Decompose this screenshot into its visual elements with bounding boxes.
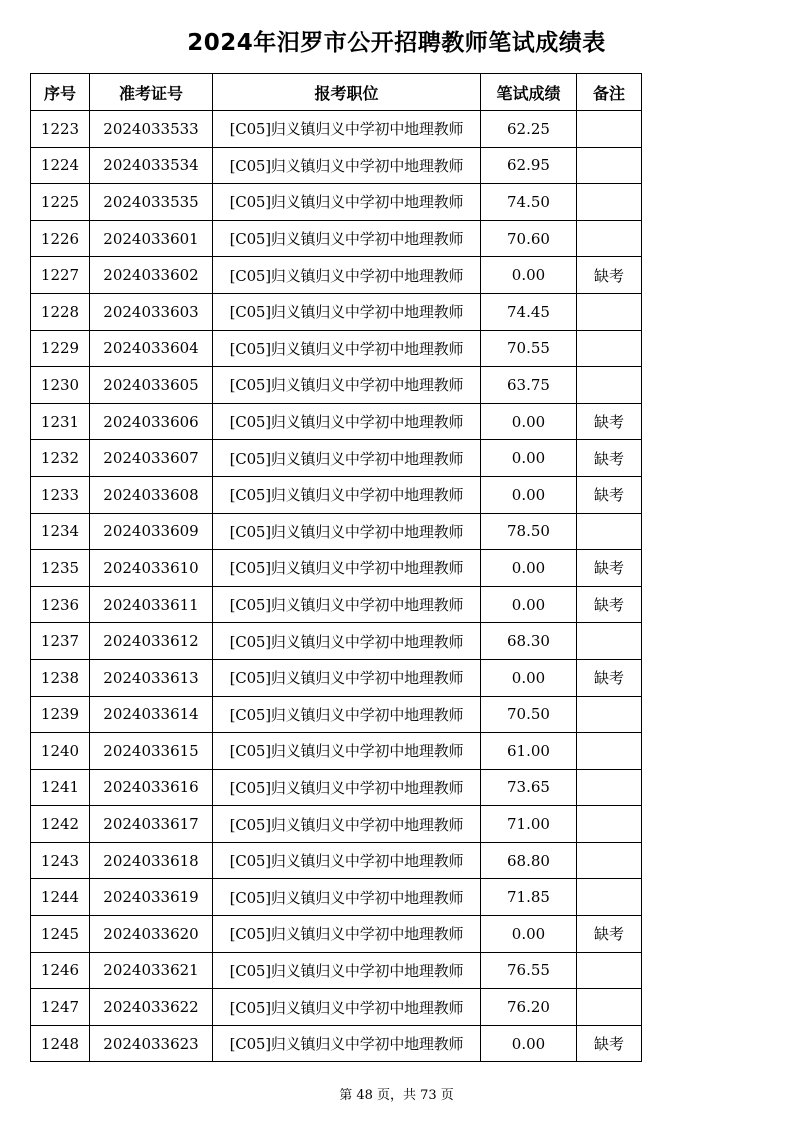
- cell-position: [C05]归义镇归义中学初中地理教师: [213, 476, 481, 513]
- cell-seq: 1231: [31, 403, 90, 440]
- table-header-row: [31, 74, 642, 111]
- cell-position: [C05]归义镇归义中学初中地理教师: [213, 769, 481, 806]
- cell-seq: 1246: [31, 952, 90, 989]
- cell-note: [577, 330, 642, 367]
- table-row: [31, 184, 642, 221]
- cell-note: [577, 769, 642, 806]
- cell-seq: 1245: [31, 916, 90, 953]
- table-row: [31, 330, 642, 367]
- cell-seq: 1248: [31, 1025, 90, 1062]
- cell-note: 缺考: [577, 550, 642, 587]
- cell-note: [577, 733, 642, 770]
- cell-position: [C05]归义镇归义中学初中地理教师: [213, 806, 481, 843]
- cell-exam-no: 2024033607: [90, 440, 213, 477]
- table-row: [31, 806, 642, 843]
- cell-seq: 1247: [31, 989, 90, 1026]
- cell-exam-no: 2024033535: [90, 184, 213, 221]
- cell-exam-no: 2024033605: [90, 367, 213, 404]
- cell-exam-no: 2024033533: [90, 111, 213, 148]
- table-row: [31, 623, 642, 660]
- cell-score: 0.00: [481, 476, 577, 513]
- cell-seq: 1240: [31, 733, 90, 770]
- cell-note: 缺考: [577, 1025, 642, 1062]
- cell-position: [C05]归义镇归义中学初中地理教师: [213, 184, 481, 221]
- table-row: [31, 733, 642, 770]
- cell-position: [C05]归义镇归义中学初中地理教师: [213, 1025, 481, 1062]
- cell-exam-no: 2024033615: [90, 733, 213, 770]
- table-row: [31, 220, 642, 257]
- cell-position: [C05]归义镇归义中学初中地理教师: [213, 952, 481, 989]
- cell-note: [577, 989, 642, 1026]
- table-row: [31, 586, 642, 623]
- cell-score: 62.25: [481, 111, 577, 148]
- cell-score: 71.00: [481, 806, 577, 843]
- cell-seq: 1234: [31, 513, 90, 550]
- cell-position: [C05]归义镇归义中学初中地理教师: [213, 733, 481, 770]
- cell-position: [C05]归义镇归义中学初中地理教师: [213, 330, 481, 367]
- cell-position: [C05]归义镇归义中学初中地理教师: [213, 550, 481, 587]
- cell-seq: 1235: [31, 550, 90, 587]
- cell-position: [C05]归义镇归义中学初中地理教师: [213, 586, 481, 623]
- cell-score: 74.45: [481, 293, 577, 330]
- cell-seq: 1230: [31, 367, 90, 404]
- table-row: [31, 476, 642, 513]
- cell-score: 73.65: [481, 769, 577, 806]
- cell-exam-no: 2024033618: [90, 842, 213, 879]
- cell-position: [C05]归义镇归义中学初中地理教师: [213, 659, 481, 696]
- cell-score: 70.50: [481, 696, 577, 733]
- cell-seq: 1225: [31, 184, 90, 221]
- header-position: 报考职位: [213, 74, 481, 111]
- cell-score: 0.00: [481, 916, 577, 953]
- cell-note: [577, 623, 642, 660]
- cell-score: 0.00: [481, 1025, 577, 1062]
- cell-seq: 1228: [31, 293, 90, 330]
- cell-exam-no: 2024033606: [90, 403, 213, 440]
- cell-position: [C05]归义镇归义中学初中地理教师: [213, 916, 481, 953]
- cell-note: [577, 184, 642, 221]
- cell-score: 68.80: [481, 842, 577, 879]
- cell-note: [577, 111, 642, 148]
- cell-position: [C05]归义镇归义中学初中地理教师: [213, 440, 481, 477]
- cell-score: 0.00: [481, 586, 577, 623]
- cell-seq: 1223: [31, 111, 90, 148]
- cell-score: 0.00: [481, 440, 577, 477]
- cell-score: 0.00: [481, 659, 577, 696]
- cell-note: 缺考: [577, 257, 642, 294]
- header-exam-no: 准考证号: [90, 74, 213, 111]
- cell-note: 缺考: [577, 586, 642, 623]
- table-row: [31, 513, 642, 550]
- cell-seq: 1241: [31, 769, 90, 806]
- cell-seq: 1238: [31, 659, 90, 696]
- cell-seq: 1237: [31, 623, 90, 660]
- cell-position: [C05]归义镇归义中学初中地理教师: [213, 513, 481, 550]
- cell-score: 78.50: [481, 513, 577, 550]
- cell-note: [577, 696, 642, 733]
- cell-note: [577, 879, 642, 916]
- table-row: [31, 257, 642, 294]
- cell-exam-no: 2024033620: [90, 916, 213, 953]
- cell-note: [577, 367, 642, 404]
- table-row: [31, 989, 642, 1026]
- header-score: 笔试成绩: [481, 74, 577, 111]
- cell-score: 0.00: [481, 257, 577, 294]
- scores-table: [30, 73, 642, 1062]
- cell-exam-no: 2024033623: [90, 1025, 213, 1062]
- cell-seq: 1229: [31, 330, 90, 367]
- cell-position: [C05]归义镇归义中学初中地理教师: [213, 220, 481, 257]
- cell-seq: 1226: [31, 220, 90, 257]
- header-seq: 序号: [31, 74, 90, 111]
- cell-exam-no: 2024033621: [90, 952, 213, 989]
- table-body: [31, 111, 642, 1062]
- cell-note: [577, 293, 642, 330]
- table-row: [31, 879, 642, 916]
- cell-position: [C05]归义镇归义中学初中地理教师: [213, 879, 481, 916]
- cell-score: 70.60: [481, 220, 577, 257]
- cell-seq: 1233: [31, 476, 90, 513]
- cell-seq: 1224: [31, 147, 90, 184]
- cell-score: 76.20: [481, 989, 577, 1026]
- cell-seq: 1232: [31, 440, 90, 477]
- cell-exam-no: 2024033602: [90, 257, 213, 294]
- cell-exam-no: 2024033612: [90, 623, 213, 660]
- cell-note: 缺考: [577, 440, 642, 477]
- cell-score: 0.00: [481, 550, 577, 587]
- cell-position: [C05]归义镇归义中学初中地理教师: [213, 367, 481, 404]
- cell-position: [C05]归义镇归义中学初中地理教师: [213, 147, 481, 184]
- table-row: [31, 952, 642, 989]
- cell-note: [577, 952, 642, 989]
- cell-position: [C05]归义镇归义中学初中地理教师: [213, 111, 481, 148]
- cell-score: 76.55: [481, 952, 577, 989]
- header-note: 备注: [577, 74, 642, 111]
- cell-position: [C05]归义镇归义中学初中地理教师: [213, 257, 481, 294]
- table-row: [31, 111, 642, 148]
- cell-exam-no: 2024033611: [90, 586, 213, 623]
- cell-position: [C05]归义镇归义中学初中地理教师: [213, 403, 481, 440]
- cell-score: 71.85: [481, 879, 577, 916]
- cell-exam-no: 2024033604: [90, 330, 213, 367]
- cell-note: [577, 220, 642, 257]
- table-row: [31, 659, 642, 696]
- cell-score: 63.75: [481, 367, 577, 404]
- cell-score: 68.30: [481, 623, 577, 660]
- cell-exam-no: 2024033534: [90, 147, 213, 184]
- cell-exam-no: 2024033610: [90, 550, 213, 587]
- cell-seq: 1244: [31, 879, 90, 916]
- cell-score: 74.50: [481, 184, 577, 221]
- cell-score: 70.55: [481, 330, 577, 367]
- cell-seq: 1239: [31, 696, 90, 733]
- cell-position: [C05]归义镇归义中学初中地理教师: [213, 842, 481, 879]
- cell-exam-no: 2024033613: [90, 659, 213, 696]
- cell-exam-no: 2024033601: [90, 220, 213, 257]
- cell-exam-no: 2024033609: [90, 513, 213, 550]
- table-row: [31, 367, 642, 404]
- page-title: 2024年汨罗市公开招聘教师笔试成绩表: [187, 30, 606, 56]
- cell-note: [577, 513, 642, 550]
- cell-exam-no: 2024033608: [90, 476, 213, 513]
- table-row: [31, 440, 642, 477]
- table-row: [31, 696, 642, 733]
- cell-exam-no: 2024033616: [90, 769, 213, 806]
- cell-exam-no: 2024033622: [90, 989, 213, 1026]
- page-footer: 第 48 页，共 73 页: [339, 1088, 454, 1103]
- cell-exam-no: 2024033603: [90, 293, 213, 330]
- cell-seq: 1243: [31, 842, 90, 879]
- cell-note: [577, 147, 642, 184]
- table-row: [31, 842, 642, 879]
- table-row: [31, 293, 642, 330]
- cell-note: 缺考: [577, 476, 642, 513]
- cell-note: [577, 842, 642, 879]
- table-row: [31, 916, 642, 953]
- table-row: [31, 147, 642, 184]
- cell-exam-no: 2024033619: [90, 879, 213, 916]
- cell-position: [C05]归义镇归义中学初中地理教师: [213, 989, 481, 1026]
- table-row: [31, 769, 642, 806]
- cell-position: [C05]归义镇归义中学初中地理教师: [213, 623, 481, 660]
- cell-score: 0.00: [481, 403, 577, 440]
- cell-exam-no: 2024033617: [90, 806, 213, 843]
- table-row: [31, 403, 642, 440]
- table-row: [31, 1025, 642, 1062]
- cell-seq: 1227: [31, 257, 90, 294]
- cell-note: [577, 806, 642, 843]
- cell-note: 缺考: [577, 659, 642, 696]
- cell-note: 缺考: [577, 916, 642, 953]
- cell-position: [C05]归义镇归义中学初中地理教师: [213, 293, 481, 330]
- cell-seq: 1242: [31, 806, 90, 843]
- cell-exam-no: 2024033614: [90, 696, 213, 733]
- cell-seq: 1236: [31, 586, 90, 623]
- cell-score: 62.95: [481, 147, 577, 184]
- cell-position: [C05]归义镇归义中学初中地理教师: [213, 696, 481, 733]
- cell-score: 61.00: [481, 733, 577, 770]
- cell-note: 缺考: [577, 403, 642, 440]
- table-row: [31, 550, 642, 587]
